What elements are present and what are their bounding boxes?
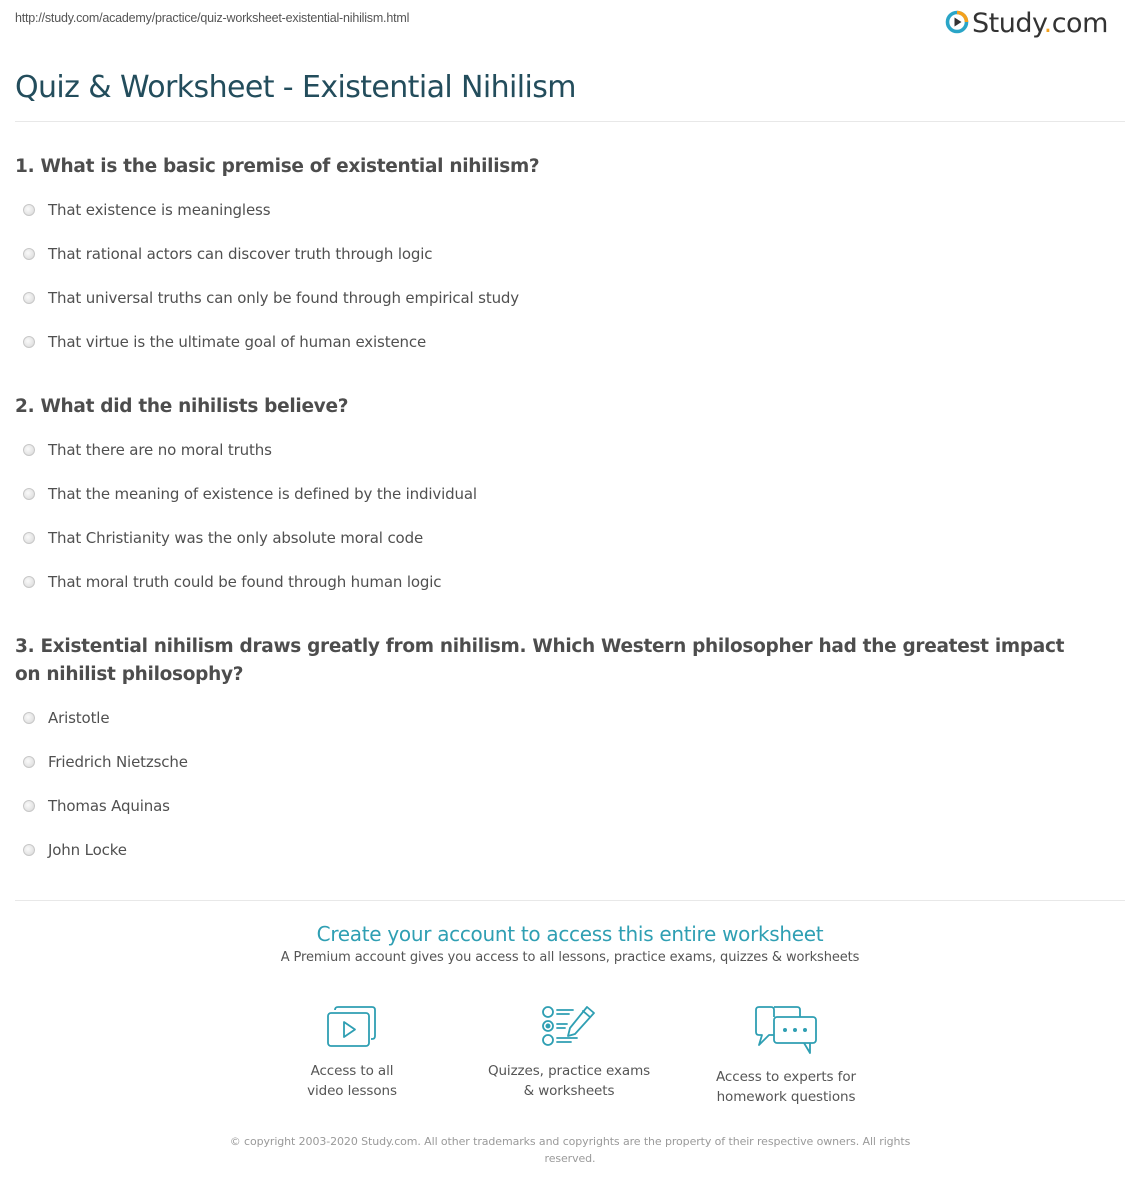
radio-button[interactable]	[23, 712, 35, 724]
feature-video-lessons	[252, 1005, 452, 1101]
feature-experts	[686, 1005, 886, 1107]
option-label: That moral truth could be found through human logic	[48, 573, 442, 591]
answer-option[interactable]	[23, 330, 426, 354]
feature-label: Access to all video lessons	[307, 1063, 397, 1099]
page-url: http://study.com/academy/practice/quiz-worksheet-existential-nihilism.html	[15, 11, 410, 25]
feature-label: Quizzes, practice exams & worksheets	[487, 1063, 651, 1099]
radio-button[interactable]	[23, 756, 35, 768]
radio-button[interactable]	[23, 248, 35, 260]
radio-button[interactable]	[23, 292, 35, 304]
cta-subtitle: A Premium account gives you access to all lessons, practice exams, quizzes & worksheets	[280, 950, 860, 965]
logo-wordmark: Study.com	[972, 8, 1108, 39]
option-label: That there are no moral truths	[48, 441, 272, 459]
question-text: 1. What is the basic premise of existential nihilism?	[15, 156, 540, 177]
cta-title-link[interactable]: Create your account to access this entire worksheet	[316, 922, 824, 946]
quiz-checklist-icon	[469, 1005, 669, 1049]
option-label: That the meaning of existence is defined by the individual	[48, 485, 477, 503]
content-divider	[15, 900, 1125, 901]
answer-option[interactable]	[23, 526, 423, 550]
question-text: 3. Existential nihilism draws greatly from nihilism. Which Western philosopher had the greatest impact on nihilist philosophy?	[15, 636, 1065, 685]
signup-cta	[0, 922, 1140, 965]
answer-option[interactable]	[23, 286, 519, 310]
option-label: That rational actors can discover truth through logic	[48, 245, 433, 263]
radio-button[interactable]	[23, 336, 35, 348]
option-label: Friedrich Nietzsche	[48, 753, 188, 771]
radio-button[interactable]	[23, 488, 35, 500]
answer-option[interactable]	[23, 198, 270, 222]
question-3	[15, 633, 1080, 689]
answer-option[interactable]	[23, 750, 188, 774]
radio-button[interactable]	[23, 444, 35, 456]
answer-option[interactable]	[23, 706, 109, 730]
feature-quizzes	[469, 1005, 669, 1101]
title-divider	[15, 121, 1125, 122]
question-text: 2. What did the nihilists believe?	[15, 396, 349, 417]
answer-option[interactable]	[23, 482, 477, 506]
answer-option[interactable]	[23, 570, 441, 594]
video-lessons-icon	[252, 1005, 452, 1049]
radio-button[interactable]	[23, 532, 35, 544]
radio-button[interactable]	[23, 844, 35, 856]
page-title: Quiz & Worksheet - Existential Nihilism	[15, 70, 576, 105]
option-label: Aristotle	[48, 709, 110, 727]
answer-option[interactable]	[23, 794, 170, 818]
copyright-footer: © copyright 2003-2020 Study.com. All other trademarks and copyrights are the property of their respective owners. All rights reserved.	[229, 1135, 911, 1165]
option-label: That existence is meaningless	[48, 201, 271, 219]
study-logo[interactable]	[945, 9, 1108, 39]
option-label: John Locke	[48, 841, 127, 859]
play-circle-icon	[945, 10, 969, 38]
option-label: That virtue is the ultimate goal of human existence	[48, 333, 427, 351]
chat-bubbles-icon	[686, 1005, 886, 1055]
option-label: That universal truths can only be found through empirical study	[48, 289, 520, 307]
answer-option[interactable]	[23, 838, 127, 862]
answer-option[interactable]	[23, 438, 272, 462]
radio-button[interactable]	[23, 800, 35, 812]
question-1	[15, 153, 1070, 181]
option-label: That Christianity was the only absolute moral code	[48, 529, 424, 547]
radio-button[interactable]	[23, 204, 35, 216]
radio-button[interactable]	[23, 576, 35, 588]
question-2	[15, 393, 1070, 421]
feature-label: Access to experts for homework questions	[716, 1069, 856, 1105]
option-label: Thomas Aquinas	[48, 797, 170, 815]
answer-option[interactable]	[23, 242, 432, 266]
